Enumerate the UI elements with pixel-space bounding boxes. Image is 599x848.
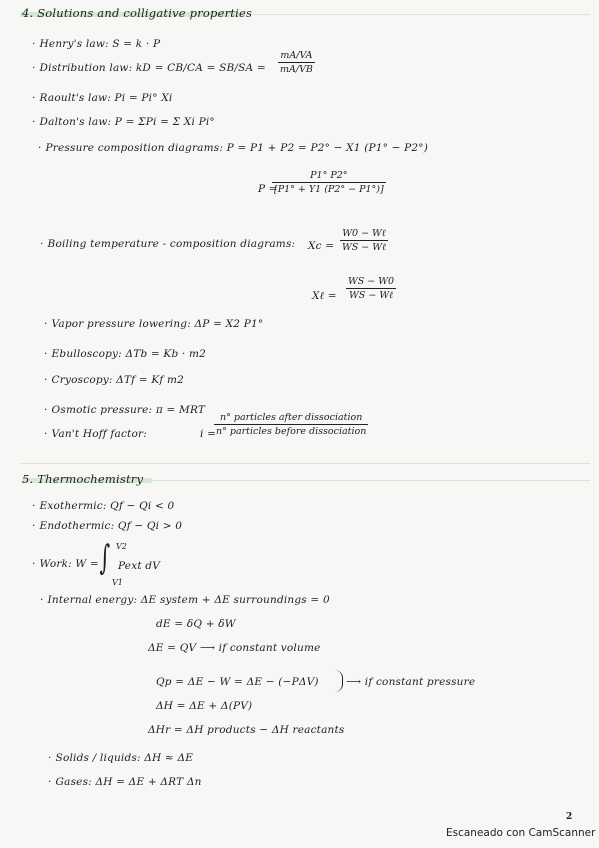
- pressure-fraction: [272, 170, 386, 195]
- internal-energy: · Internal energy: ΔE system + ΔE surroundings = 0: [40, 594, 330, 606]
- integral-sign: ∫: [99, 538, 111, 578]
- vapor-pressure-lowering: · Vapor pressure lowering: ΔP = X2 P1°: [44, 318, 263, 330]
- osmotic-pressure: · Osmotic pressure: π = MRT: [44, 404, 205, 416]
- integral-lower-limit: V1: [112, 578, 123, 587]
- dalton-law: · Dalton's law: P = ΣPi = Σ Xi Pi°: [32, 116, 215, 128]
- solids-liquids: · Solids / liquids: ΔH ≈ ΔE: [48, 752, 193, 764]
- xc-fraction: [340, 228, 388, 253]
- constant-volume: ΔE = QV ⟶ if constant volume: [148, 642, 321, 654]
- pressure-equation-lhs: P =: [258, 183, 278, 195]
- endothermic: · Endothermic: Qf − Qi > 0: [32, 520, 182, 532]
- fraction-denominator: WS − Wℓ: [349, 290, 394, 301]
- fraction-numerator: mA/VA: [278, 50, 315, 63]
- de-equation: dE = δQ + δW: [156, 618, 236, 630]
- xl-fraction: [346, 276, 396, 301]
- fraction-numerator: P1° P2°: [272, 170, 386, 183]
- constant-pressure: ⟶ if constant pressure: [346, 676, 476, 688]
- qp-equation: Qp = ΔE − W = ΔE − (−PΔV): [156, 676, 319, 688]
- fraction-denominator: WS − Wℓ: [342, 242, 386, 253]
- dhr-equation: ΔHr = ΔH products − ΔH reactants: [148, 724, 345, 736]
- fraction-numerator: W0 − Wℓ: [340, 228, 388, 241]
- fraction-denominator: [P1° + Y1 (P2° − P1°)]: [274, 184, 384, 195]
- boiling-temperature-diagrams: · Boiling temperature - composition diagrams:: [40, 238, 295, 250]
- gases: · Gases: ΔH = ΔE + ΔRT Δn: [48, 776, 202, 788]
- cryoscopy: · Cryoscopy: ΔTf = Kf m2: [44, 374, 184, 386]
- vant-hoff-label: · Van't Hoff factor:: [44, 428, 147, 440]
- xl-lhs: Xℓ =: [312, 290, 337, 302]
- dh-equation: ΔH = ΔE + Δ(PV): [156, 700, 253, 712]
- fraction-numerator: WS − W0: [348, 276, 395, 287]
- rule-line: [150, 480, 590, 481]
- distribution-fraction: [278, 50, 315, 75]
- henry-law: · Henry's law: S = k · P: [32, 38, 160, 50]
- fraction-numerator: n° particles after dissociation: [214, 412, 368, 425]
- fraction-denominator: mA/VB: [280, 64, 313, 75]
- section5-title: 5. Thermochemistry: [22, 472, 144, 486]
- page-number: 2: [566, 812, 573, 822]
- ebullioscopy: · Ebulloscopy: ΔTb = Kb · m2: [44, 348, 206, 360]
- vant-hoff-fraction: [214, 412, 368, 437]
- work-label: · Work: W =: [32, 558, 99, 570]
- brace: [334, 670, 343, 692]
- fraction-denominator: n° particles before dissociation: [216, 426, 367, 437]
- section4-title: 4. Solutions and colligative properties: [22, 6, 253, 20]
- vant-hoff-lhs: i =: [200, 428, 217, 440]
- distribution-law: · Distribution law: kD = CB/CA = SB/SA =: [32, 62, 266, 74]
- rule-line: [20, 463, 590, 464]
- raoult-law: · Raoult's law: Pi = Pi° Xi: [32, 92, 172, 104]
- work-integrand: Pext dV: [118, 560, 160, 572]
- integral-upper-limit: V2: [116, 542, 127, 551]
- scanner-watermark: Escaneado con CamScanner: [446, 827, 596, 839]
- xc-lhs: Xc =: [308, 240, 335, 252]
- pressure-composition: · Pressure composition diagrams: P = P1 + P2 = P2° − X1 (P1° − P2°): [38, 142, 428, 154]
- exothermic: · Exothermic: Qf − Qi < 0: [32, 500, 174, 512]
- rule-line: [240, 14, 590, 15]
